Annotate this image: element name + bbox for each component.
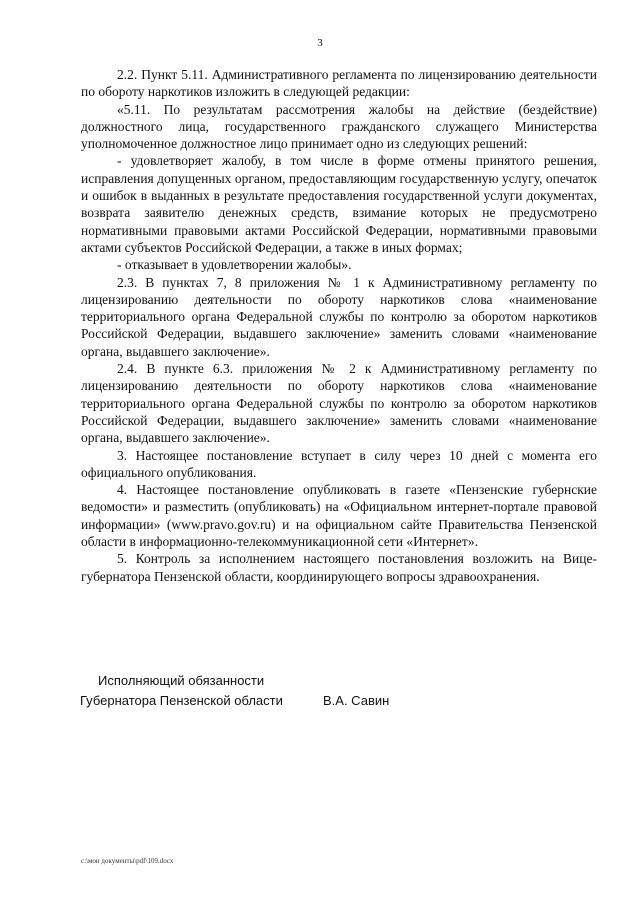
page-number: 3 [317,37,323,49]
document-body [81,66,597,585]
signature-title-line-2: Губернатора Пензенской области [80,693,283,708]
footer-file-path: c:\мои документы\pdf\109.docx [81,857,174,865]
paragraph-5: 5. Контроль за исполнением настоящего постановления возложить на Вице-губернатора Пензенской области, координирующего вопросы здравоохранения. [81,551,597,584]
paragraph-decision-refuse: - отказывает в удовлетворении жалобы». [117,257,352,273]
paragraph-2-3: 2.3. В пунктах 7, 8 приложения № 1 к Административному регламенту по лицензированию деятельности по обороту наркотиков слова «наименование территориального органа Федеральной службы по контролю за оборотом наркотиков Российской Федерации, выдавшего заключение» заменить словами «наименование органа, выдавшего заключение». [81,274,597,359]
paragraph-2-2: 2.2. Пункт 5.11. Административного регламента по лицензированию деятельности по обороту наркотиков изложить в следующей редакции: [81,67,597,100]
paragraph-4: 4. Настоящее постановление опубликовать в газете «Пензенские губернские ведомости» и разместить (опубликовать) на «Официальном интернет-портале правовой информации» (www.pravo.gov.ru) и на официальном сайте Правительства Пензенской области в информационно-телекоммуникационной сети «Интернет». [81,482,597,550]
paragraph-3: 3. Настоящее постановление вступает в силу через 10 дней с момента его официального опубликования. [81,447,597,480]
signature-name: В.А. Савин [323,693,390,708]
paragraph-2-4: 2.4. В пункте 6.3. приложения № 2 к Административному регламенту по лицензированию деятельности по обороту наркотиков слова «наименование территориального органа Федеральной службы по контролю за оборотом наркотиков Российской Федерации, выдавшего заключение» заменить словами «наименование органа, выдавшего заключение». [81,361,597,446]
paragraph-decision-satisfy: - удовлетворяет жалобу, в том числе в форме отмены принятого решения, исправления допущенных органом, предоставляющим государственную услугу, опечаток и ошибок в выданных в результате предоставления государственной услуги документах, возврата заявителю денежных средств, взимание которых не предусмотрено нормативными правовыми актами Российской Федерации, нормативными правовыми актами субъектов Российской Федерации, а также в иных формах; [81,153,597,255]
paragraph-5-11-quote: «5.11. По результатам рассмотрения жалобы на действие (бездействие) должностного лица, государственного гражданского служащего Министерства уполномоченное должностное лицо принимает одно из следующих решений: [81,101,597,152]
signature-title-line-1: Исполняющий обязанности [98,673,265,688]
